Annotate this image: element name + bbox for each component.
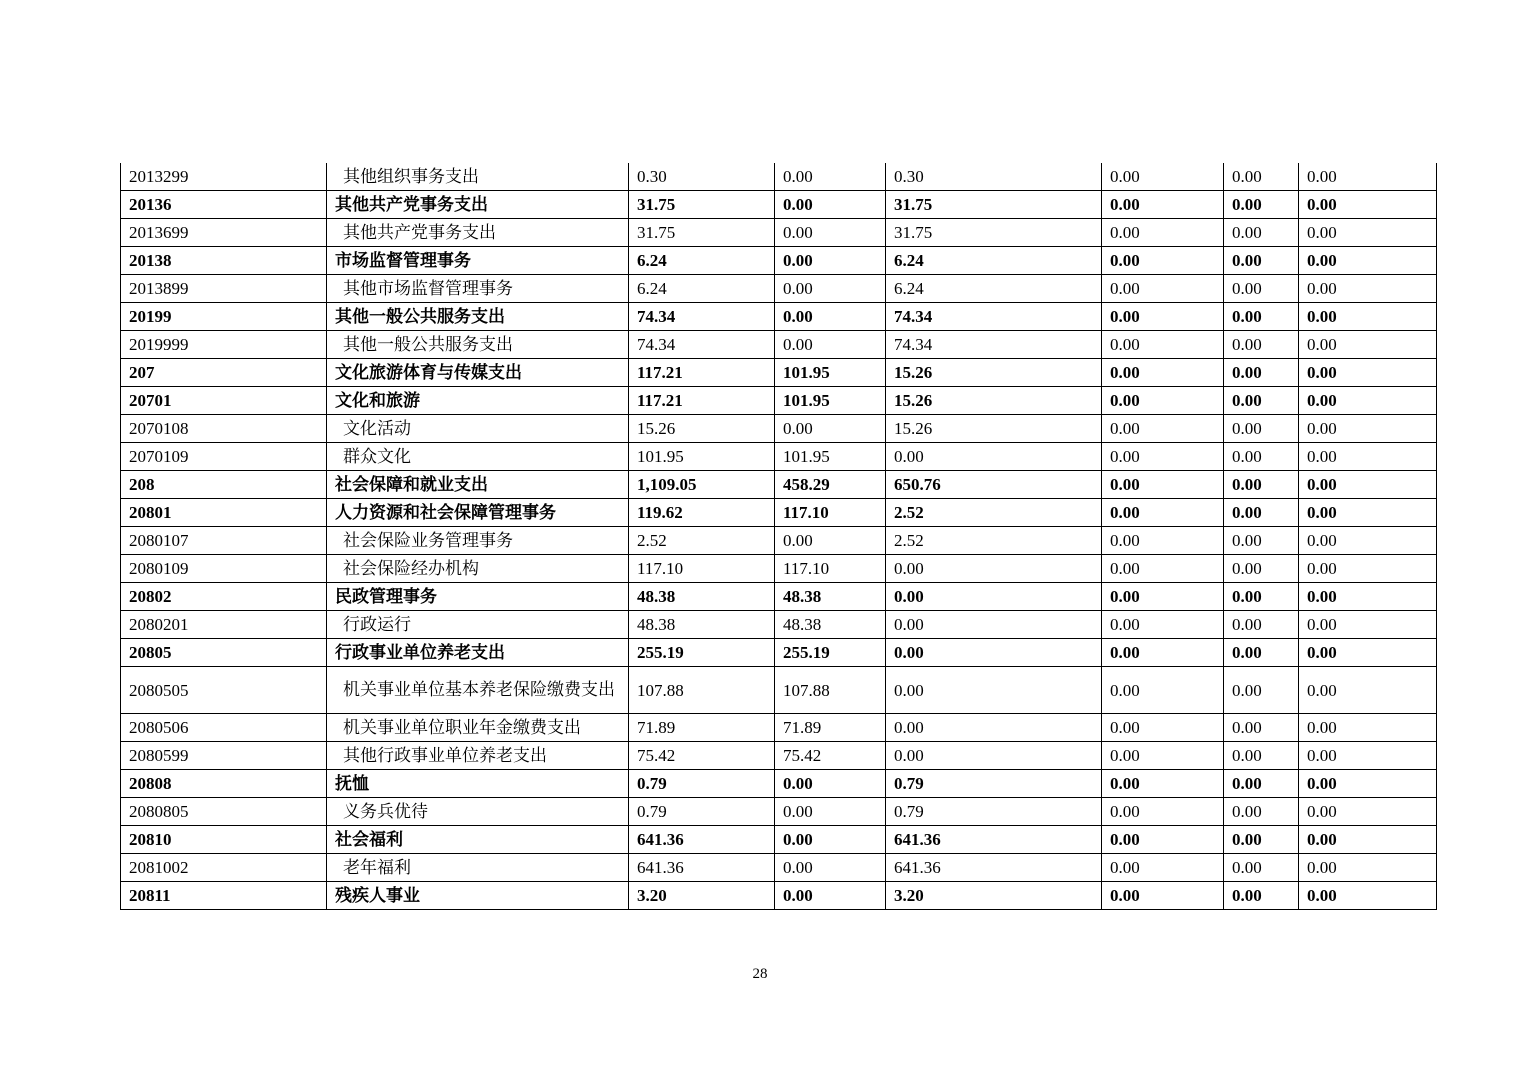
value-cell-2: 0.00 — [775, 826, 886, 854]
table-row — [121, 387, 1437, 415]
value-cell-5: 0.00 — [1224, 639, 1299, 667]
value-cell-2: 0.00 — [775, 303, 886, 331]
value-cell-5: 0.00 — [1224, 471, 1299, 499]
code-cell: 2013699 — [121, 219, 327, 247]
name-cell: 其他一般公共服务支出 — [327, 303, 629, 331]
value-cell-2: 101.95 — [775, 443, 886, 471]
value-cell-5: 0.00 — [1224, 191, 1299, 219]
name-cell: 文化和旅游 — [327, 387, 629, 415]
name-cell: 其他一般公共服务支出 — [327, 331, 629, 359]
code-cell: 20801 — [121, 499, 327, 527]
value-cell-4: 0.00 — [1102, 742, 1224, 770]
value-cell-5: 0.00 — [1224, 611, 1299, 639]
table-row — [121, 826, 1437, 854]
name-cell: 残疾人事业 — [327, 882, 629, 910]
value-cell-5: 0.00 — [1224, 303, 1299, 331]
value-cell-6: 0.00 — [1299, 583, 1437, 611]
table-row — [121, 247, 1437, 275]
name-cell: 其他共产党事务支出 — [327, 191, 629, 219]
name-cell: 其他市场监督管理事务 — [327, 275, 629, 303]
value-cell-1: 2.52 — [629, 527, 775, 555]
table-row — [121, 555, 1437, 583]
value-cell-3: 0.79 — [886, 770, 1102, 798]
value-cell-5: 0.00 — [1224, 555, 1299, 583]
value-cell-3: 0.00 — [886, 639, 1102, 667]
value-cell-1: 117.21 — [629, 387, 775, 415]
table-row — [121, 611, 1437, 639]
value-cell-5: 0.00 — [1224, 443, 1299, 471]
value-cell-6: 0.00 — [1299, 247, 1437, 275]
value-cell-4: 0.00 — [1102, 443, 1224, 471]
table-row — [121, 163, 1437, 191]
value-cell-2: 117.10 — [775, 499, 886, 527]
code-cell: 20701 — [121, 387, 327, 415]
value-cell-1: 48.38 — [629, 583, 775, 611]
value-cell-5: 0.00 — [1224, 667, 1299, 714]
name-cell: 社会保险业务管理事务 — [327, 527, 629, 555]
value-cell-1: 0.79 — [629, 770, 775, 798]
value-cell-2: 0.00 — [775, 854, 886, 882]
name-cell: 社会保障和就业支出 — [327, 471, 629, 499]
code-cell: 20811 — [121, 882, 327, 910]
value-cell-3: 0.00 — [886, 667, 1102, 714]
value-cell-6: 0.00 — [1299, 611, 1437, 639]
value-cell-6: 0.00 — [1299, 555, 1437, 583]
value-cell-2: 48.38 — [775, 611, 886, 639]
code-cell: 2080805 — [121, 798, 327, 826]
value-cell-2: 0.00 — [775, 770, 886, 798]
value-cell-4: 0.00 — [1102, 359, 1224, 387]
table-row — [121, 499, 1437, 527]
code-cell: 2080599 — [121, 742, 327, 770]
value-cell-1: 6.24 — [629, 275, 775, 303]
name-cell: 义务兵优待 — [327, 798, 629, 826]
value-cell-3: 31.75 — [886, 219, 1102, 247]
value-cell-6: 0.00 — [1299, 714, 1437, 742]
table-row — [121, 303, 1437, 331]
value-cell-4: 0.00 — [1102, 770, 1224, 798]
value-cell-5: 0.00 — [1224, 275, 1299, 303]
name-cell: 社会福利 — [327, 826, 629, 854]
code-cell: 20805 — [121, 639, 327, 667]
value-cell-4: 0.00 — [1102, 275, 1224, 303]
value-cell-1: 107.88 — [629, 667, 775, 714]
value-cell-3: 0.30 — [886, 163, 1102, 191]
value-cell-6: 0.00 — [1299, 882, 1437, 910]
value-cell-5: 0.00 — [1224, 247, 1299, 275]
value-cell-3: 0.00 — [886, 742, 1102, 770]
table-row — [121, 219, 1437, 247]
code-cell: 2019999 — [121, 331, 327, 359]
name-cell: 抚恤 — [327, 770, 629, 798]
name-cell: 市场监督管理事务 — [327, 247, 629, 275]
value-cell-1: 0.30 — [629, 163, 775, 191]
value-cell-5: 0.00 — [1224, 387, 1299, 415]
code-cell: 2070108 — [121, 415, 327, 443]
value-cell-2: 0.00 — [775, 331, 886, 359]
code-cell: 2070109 — [121, 443, 327, 471]
name-cell: 老年福利 — [327, 854, 629, 882]
code-cell: 2080107 — [121, 527, 327, 555]
value-cell-1: 74.34 — [629, 331, 775, 359]
code-cell: 208 — [121, 471, 327, 499]
value-cell-1: 15.26 — [629, 415, 775, 443]
value-cell-4: 0.00 — [1102, 191, 1224, 219]
value-cell-2: 0.00 — [775, 219, 886, 247]
name-cell: 文化旅游体育与传媒支出 — [327, 359, 629, 387]
table-row — [121, 667, 1437, 714]
table-row — [121, 798, 1437, 826]
value-cell-4: 0.00 — [1102, 826, 1224, 854]
code-cell: 2013899 — [121, 275, 327, 303]
value-cell-1: 71.89 — [629, 714, 775, 742]
code-cell: 20199 — [121, 303, 327, 331]
value-cell-3: 641.36 — [886, 826, 1102, 854]
table-row — [121, 770, 1437, 798]
value-cell-3: 74.34 — [886, 331, 1102, 359]
value-cell-5: 0.00 — [1224, 854, 1299, 882]
value-cell-6: 0.00 — [1299, 826, 1437, 854]
value-cell-6: 0.00 — [1299, 854, 1437, 882]
value-cell-3: 74.34 — [886, 303, 1102, 331]
value-cell-4: 0.00 — [1102, 639, 1224, 667]
table-body — [121, 163, 1437, 910]
table-row — [121, 359, 1437, 387]
code-cell: 2080109 — [121, 555, 327, 583]
table-row — [121, 331, 1437, 359]
value-cell-4: 0.00 — [1102, 247, 1224, 275]
value-cell-4: 0.00 — [1102, 583, 1224, 611]
table-row — [121, 583, 1437, 611]
value-cell-2: 117.10 — [775, 555, 886, 583]
value-cell-4: 0.00 — [1102, 667, 1224, 714]
value-cell-6: 0.00 — [1299, 742, 1437, 770]
value-cell-3: 0.79 — [886, 798, 1102, 826]
value-cell-6: 0.00 — [1299, 499, 1437, 527]
code-cell: 2013299 — [121, 163, 327, 191]
value-cell-6: 0.00 — [1299, 163, 1437, 191]
value-cell-1: 6.24 — [629, 247, 775, 275]
value-cell-3: 15.26 — [886, 359, 1102, 387]
value-cell-4: 0.00 — [1102, 714, 1224, 742]
value-cell-6: 0.00 — [1299, 303, 1437, 331]
value-cell-4: 0.00 — [1102, 331, 1224, 359]
value-cell-6: 0.00 — [1299, 471, 1437, 499]
value-cell-3: 650.76 — [886, 471, 1102, 499]
table-row — [121, 415, 1437, 443]
value-cell-2: 0.00 — [775, 191, 886, 219]
value-cell-3: 6.24 — [886, 275, 1102, 303]
code-cell: 2080505 — [121, 667, 327, 714]
value-cell-6: 0.00 — [1299, 387, 1437, 415]
table-row — [121, 471, 1437, 499]
value-cell-2: 0.00 — [775, 163, 886, 191]
name-cell: 机关事业单位基本养老保险缴费支出 — [327, 667, 629, 714]
value-cell-1: 1,109.05 — [629, 471, 775, 499]
value-cell-5: 0.00 — [1224, 331, 1299, 359]
name-cell: 文化活动 — [327, 415, 629, 443]
value-cell-6: 0.00 — [1299, 527, 1437, 555]
value-cell-4: 0.00 — [1102, 219, 1224, 247]
value-cell-4: 0.00 — [1102, 527, 1224, 555]
value-cell-4: 0.00 — [1102, 387, 1224, 415]
value-cell-5: 0.00 — [1224, 583, 1299, 611]
value-cell-3: 0.00 — [886, 443, 1102, 471]
code-cell: 20802 — [121, 583, 327, 611]
value-cell-6: 0.00 — [1299, 770, 1437, 798]
code-cell: 20138 — [121, 247, 327, 275]
value-cell-5: 0.00 — [1224, 826, 1299, 854]
value-cell-1: 641.36 — [629, 826, 775, 854]
name-cell: 社会保险经办机构 — [327, 555, 629, 583]
value-cell-3: 2.52 — [886, 499, 1102, 527]
value-cell-6: 0.00 — [1299, 275, 1437, 303]
value-cell-3: 15.26 — [886, 415, 1102, 443]
code-cell: 2081002 — [121, 854, 327, 882]
value-cell-1: 117.21 — [629, 359, 775, 387]
value-cell-2: 0.00 — [775, 527, 886, 555]
value-cell-1: 101.95 — [629, 443, 775, 471]
value-cell-5: 0.00 — [1224, 359, 1299, 387]
value-cell-6: 0.00 — [1299, 191, 1437, 219]
value-cell-1: 255.19 — [629, 639, 775, 667]
value-cell-2: 255.19 — [775, 639, 886, 667]
value-cell-2: 0.00 — [775, 247, 886, 275]
name-cell: 民政管理事务 — [327, 583, 629, 611]
value-cell-4: 0.00 — [1102, 471, 1224, 499]
value-cell-6: 0.00 — [1299, 667, 1437, 714]
value-cell-6: 0.00 — [1299, 331, 1437, 359]
value-cell-5: 0.00 — [1224, 882, 1299, 910]
value-cell-3: 3.20 — [886, 882, 1102, 910]
budget-expenditure-table — [120, 163, 1437, 910]
table-row — [121, 275, 1437, 303]
value-cell-1: 119.62 — [629, 499, 775, 527]
name-cell: 其他共产党事务支出 — [327, 219, 629, 247]
value-cell-1: 75.42 — [629, 742, 775, 770]
table-row — [121, 191, 1437, 219]
table-row — [121, 854, 1437, 882]
value-cell-2: 0.00 — [775, 882, 886, 910]
value-cell-1: 3.20 — [629, 882, 775, 910]
value-cell-5: 0.00 — [1224, 499, 1299, 527]
value-cell-2: 107.88 — [775, 667, 886, 714]
name-cell: 行政事业单位养老支出 — [327, 639, 629, 667]
value-cell-2: 0.00 — [775, 798, 886, 826]
value-cell-5: 0.00 — [1224, 714, 1299, 742]
table-row — [121, 527, 1437, 555]
value-cell-1: 117.10 — [629, 555, 775, 583]
value-cell-3: 6.24 — [886, 247, 1102, 275]
value-cell-2: 0.00 — [775, 275, 886, 303]
value-cell-4: 0.00 — [1102, 303, 1224, 331]
value-cell-5: 0.00 — [1224, 415, 1299, 443]
table-row — [121, 742, 1437, 770]
value-cell-3: 0.00 — [886, 555, 1102, 583]
value-cell-3: 641.36 — [886, 854, 1102, 882]
value-cell-6: 0.00 — [1299, 798, 1437, 826]
value-cell-3: 0.00 — [886, 583, 1102, 611]
value-cell-4: 0.00 — [1102, 611, 1224, 639]
value-cell-4: 0.00 — [1102, 163, 1224, 191]
value-cell-6: 0.00 — [1299, 443, 1437, 471]
code-cell: 2080201 — [121, 611, 327, 639]
table-row — [121, 639, 1437, 667]
value-cell-6: 0.00 — [1299, 359, 1437, 387]
value-cell-2: 101.95 — [775, 387, 886, 415]
value-cell-2: 101.95 — [775, 359, 886, 387]
value-cell-3: 0.00 — [886, 611, 1102, 639]
value-cell-3: 15.26 — [886, 387, 1102, 415]
value-cell-5: 0.00 — [1224, 770, 1299, 798]
code-cell: 20810 — [121, 826, 327, 854]
value-cell-5: 0.00 — [1224, 219, 1299, 247]
name-cell: 其他组织事务支出 — [327, 163, 629, 191]
value-cell-6: 0.00 — [1299, 415, 1437, 443]
value-cell-4: 0.00 — [1102, 415, 1224, 443]
code-cell: 20136 — [121, 191, 327, 219]
table-row — [121, 443, 1437, 471]
value-cell-1: 0.79 — [629, 798, 775, 826]
name-cell: 行政运行 — [327, 611, 629, 639]
value-cell-1: 641.36 — [629, 854, 775, 882]
value-cell-2: 0.00 — [775, 415, 886, 443]
code-cell: 207 — [121, 359, 327, 387]
table-row — [121, 882, 1437, 910]
value-cell-6: 0.00 — [1299, 639, 1437, 667]
value-cell-1: 74.34 — [629, 303, 775, 331]
value-cell-3: 0.00 — [886, 714, 1102, 742]
value-cell-5: 0.00 — [1224, 163, 1299, 191]
value-cell-3: 31.75 — [886, 191, 1102, 219]
value-cell-5: 0.00 — [1224, 742, 1299, 770]
value-cell-4: 0.00 — [1102, 854, 1224, 882]
name-cell: 人力资源和社会保障管理事务 — [327, 499, 629, 527]
name-cell: 其他行政事业单位养老支出 — [327, 742, 629, 770]
value-cell-2: 458.29 — [775, 471, 886, 499]
value-cell-6: 0.00 — [1299, 219, 1437, 247]
value-cell-1: 31.75 — [629, 219, 775, 247]
code-cell: 2080506 — [121, 714, 327, 742]
page-number: 28 — [752, 966, 768, 982]
value-cell-1: 31.75 — [629, 191, 775, 219]
name-cell: 群众文化 — [327, 443, 629, 471]
code-cell: 20808 — [121, 770, 327, 798]
value-cell-5: 0.00 — [1224, 527, 1299, 555]
value-cell-3: 2.52 — [886, 527, 1102, 555]
table-row — [121, 714, 1437, 742]
value-cell-4: 0.00 — [1102, 499, 1224, 527]
value-cell-4: 0.00 — [1102, 798, 1224, 826]
value-cell-1: 48.38 — [629, 611, 775, 639]
value-cell-5: 0.00 — [1224, 798, 1299, 826]
value-cell-2: 71.89 — [775, 714, 886, 742]
value-cell-2: 75.42 — [775, 742, 886, 770]
name-cell: 机关事业单位职业年金缴费支出 — [327, 714, 629, 742]
value-cell-2: 48.38 — [775, 583, 886, 611]
value-cell-4: 0.00 — [1102, 555, 1224, 583]
value-cell-4: 0.00 — [1102, 882, 1224, 910]
